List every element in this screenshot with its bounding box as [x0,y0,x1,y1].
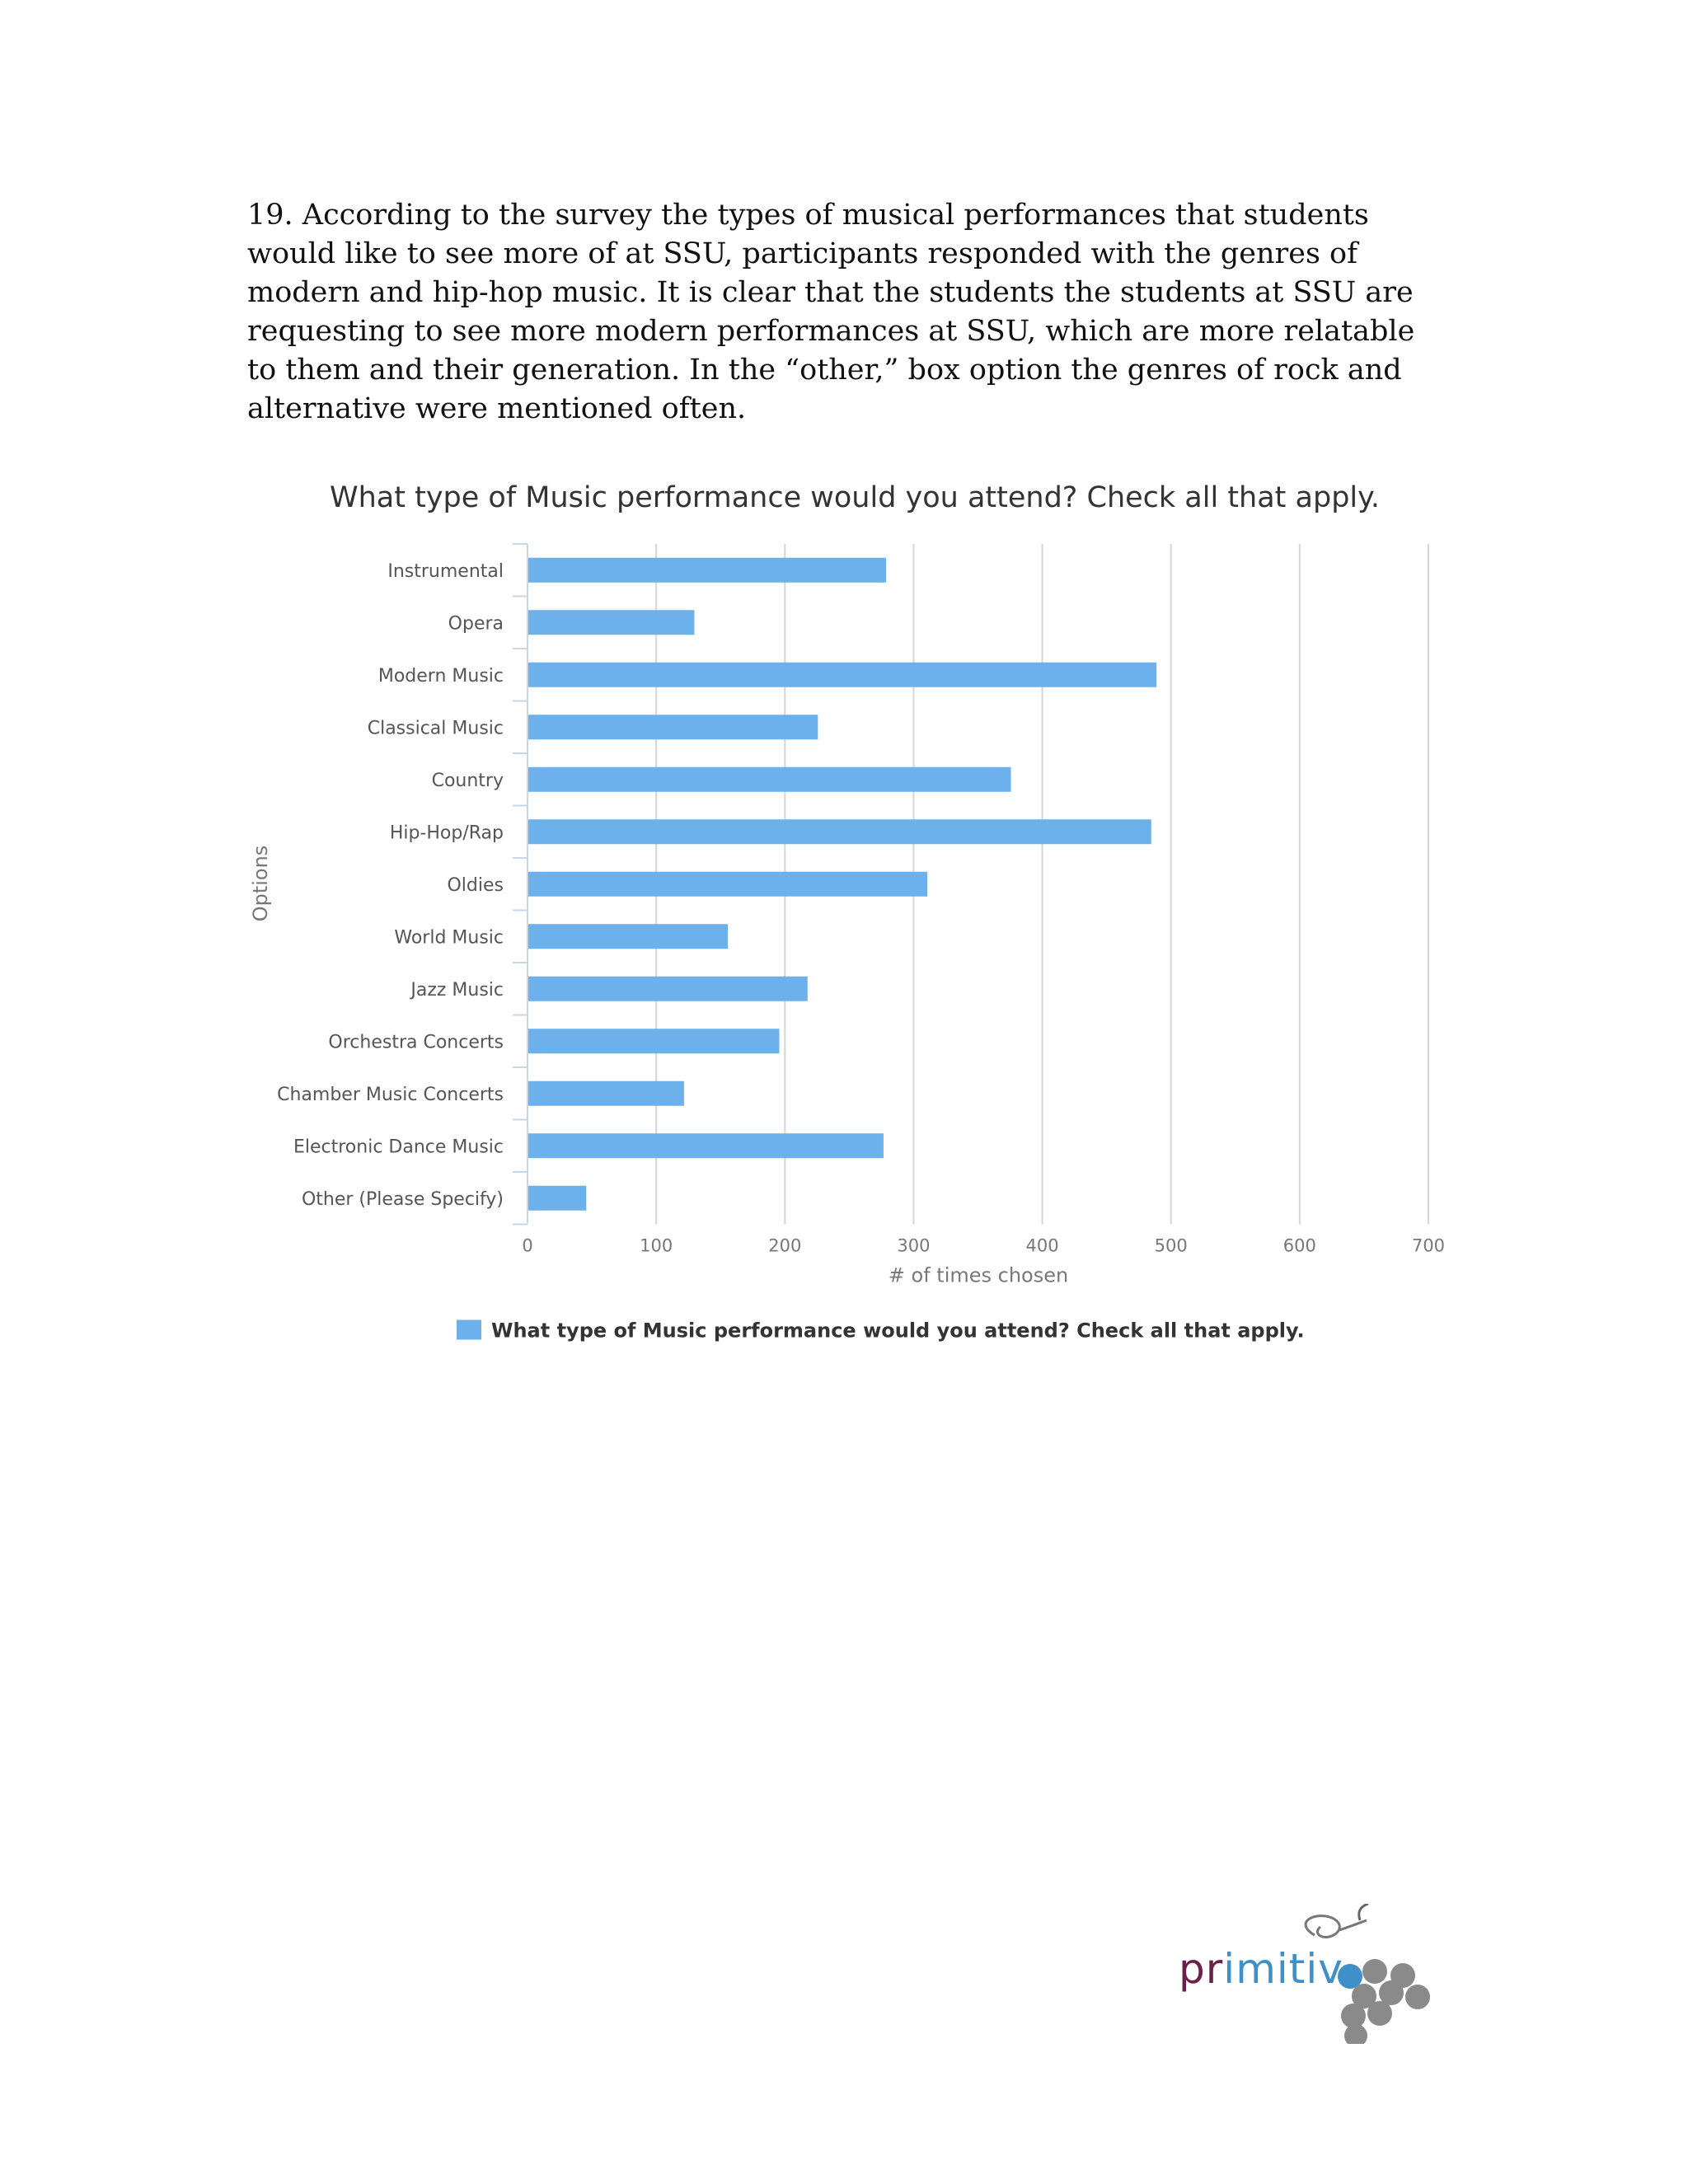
bar [528,715,818,739]
bar [528,610,694,635]
bar [528,1029,779,1053]
x-tick-label: 0 [522,1235,533,1256]
bar [528,1133,884,1158]
bar [528,767,1011,792]
x-tick-label: 100 [640,1235,673,1256]
x-tick-label: 300 [897,1235,931,1256]
x-tick-label: 200 [768,1235,802,1256]
bar [528,1081,684,1106]
category-label: Electronic Dance Music [293,1137,504,1158]
category-label: Instrumental [387,560,504,582]
logo-wordmark-part2: imitiv [1223,1945,1343,1993]
x-axis-title: # of times chosen [888,1263,1069,1287]
body-paragraph: 19. According to the survey the types of musical performances that students would like to see more of at SSU, participants responded with the genres of modern and hip-hop music. It is clear that the students the students at SSU are requesting to see more modern performances at SSU, which are more relatable to them and their generation. In the “other,” box option the genres of rock and alternative were mentioned often. [247,199,1415,425]
category-label: Jazz Music [410,979,504,1001]
primitivo-logo [1170,1904,1434,2044]
chart-title: What type of Music performance would you attend? Check all that apply. [330,481,1380,514]
category-label: Oldies [447,874,504,896]
x-tick-label: 500 [1154,1235,1188,1256]
category-label: World Music [394,927,504,949]
category-label: Classical Music [367,718,504,739]
category-label: Opera [448,613,504,635]
x-tick-label: 600 [1282,1235,1316,1256]
logo-wordmark [1179,1945,1343,1993]
bar [528,872,927,897]
bar [528,663,1156,687]
category-label: Country [431,770,504,791]
category-label: Other (Please Specify) [301,1188,504,1210]
bar [528,558,886,583]
legend-swatch [457,1320,481,1340]
category-label: Chamber Music Concerts [277,1084,504,1105]
category-label: Modern Music [377,665,504,687]
logo-wordmark-part1: pr [1179,1945,1224,1993]
bar [528,1186,586,1211]
bar [528,977,808,1001]
category-label: Hip-Hop/Rap [389,823,504,844]
x-tick-label: 400 [1025,1235,1059,1256]
category-label: Orchestra Concerts [328,1032,504,1053]
x-tick-label: 700 [1411,1235,1446,1256]
bar [528,924,728,949]
legend-label: What type of Music performance would you attend? Check all that apply. [491,1319,1305,1343]
bar [528,819,1151,844]
y-axis-title: Options [249,845,272,922]
